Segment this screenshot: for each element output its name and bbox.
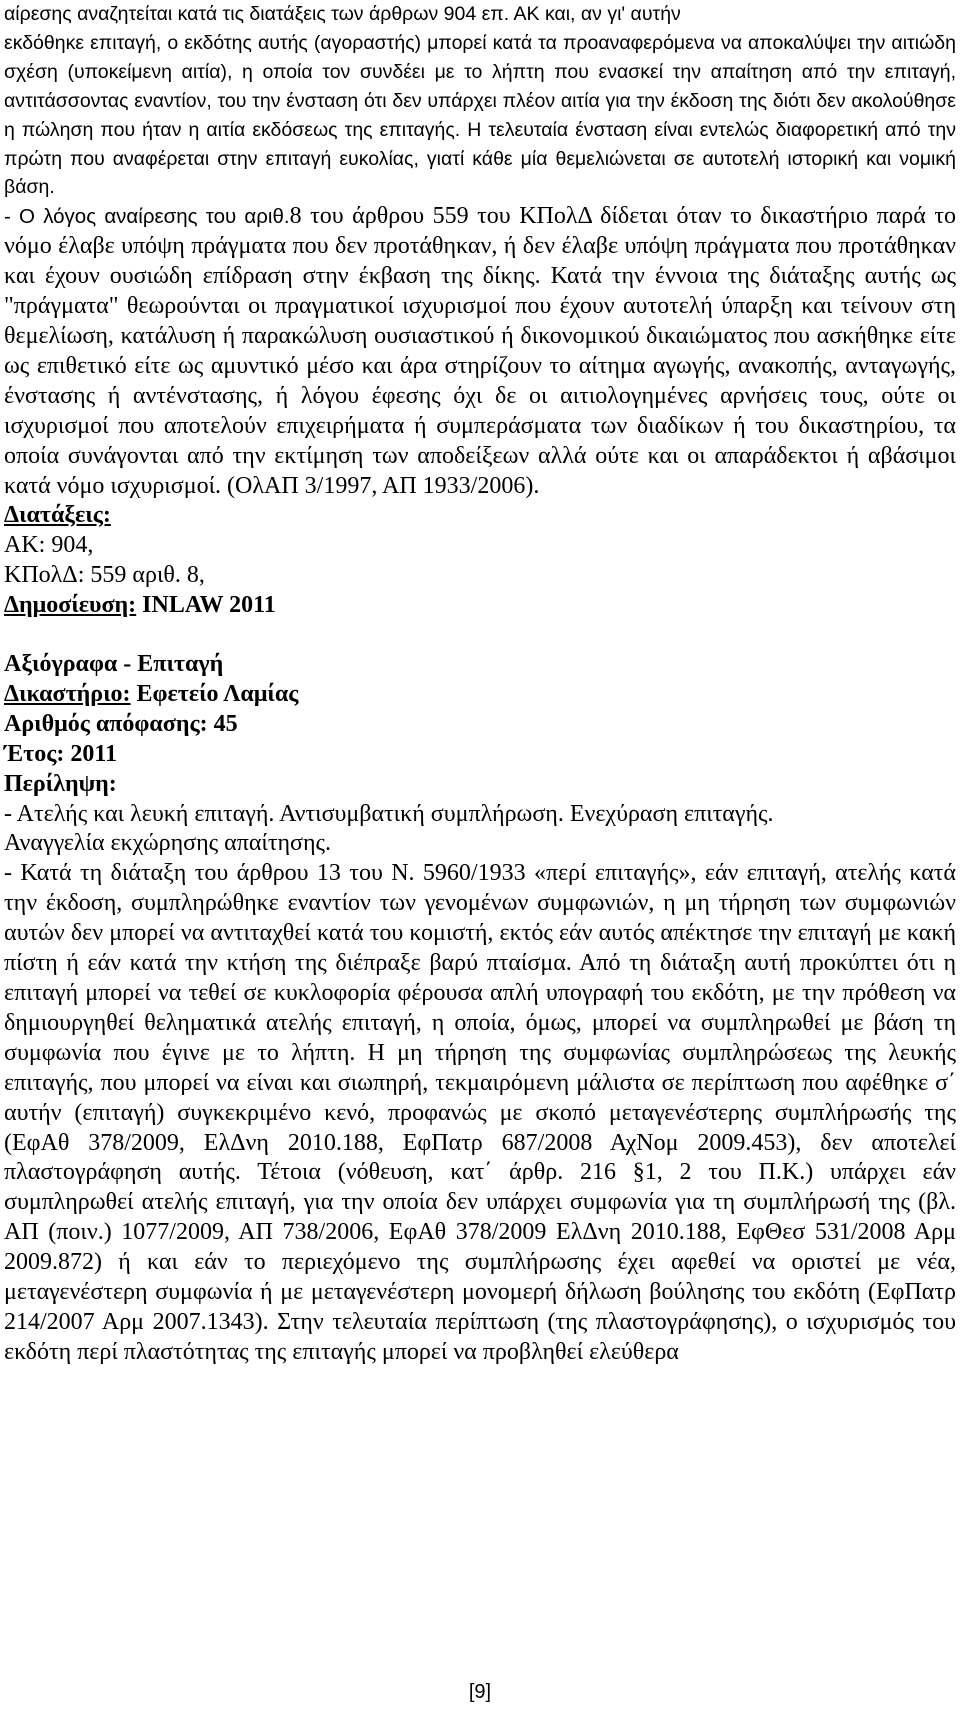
- publication-line: [4, 591, 956, 621]
- decision-label: Αριθμός απόφασης:: [4, 710, 208, 737]
- summary-heading: Περίληψη:: [4, 770, 117, 797]
- spacer: [4, 621, 956, 650]
- provisions-heading: Διατάξεις:: [4, 502, 111, 529]
- page-number: [9]: [468, 1681, 492, 1703]
- decision-value: 45: [213, 710, 238, 737]
- paragraph-lead: - Ο λόγος αναίρεσης του αριθ.: [4, 205, 290, 229]
- summary-line: Αναγγελία εκχώρησης απαίτησης.: [4, 830, 332, 857]
- publication-label: Δημοσίευση:: [4, 592, 137, 619]
- year-line: [4, 740, 956, 770]
- case-title: Αξιόγραφα - Επιταγή: [4, 651, 224, 678]
- paragraph-line: αίρεσης αναζητείται κατά τις διατάξεις των άρθρων 904 επ. ΑΚ και, αν γι' αυτήν: [4, 3, 681, 25]
- paragraph-body: 8 του άρθρου 559 του ΚΠολΔ δίδεται όταν το δικαστήριο παρά το νόμο έλαβε υπόψη πράγματα που δεν προτάθηκαν, ή δεν έλαβε υπόψη πράγματα που προτάθηκαν και έχουν ουσιώδη επίδραση στην έκβαση της δίκης. Κατά την έννοια της διάταξης αυτής ως "πράγματα" θεωρούνται οι πραγματικοί ισχυρισμοί που έχουν αυτοτελή ύπαρξη και τείνουν στη θεμελίωση, κατάλυση ή παρακώλυση ουσιαστικού ή δικονομικού δικαιώματος που ασκήθηκε είτε ως επιθετικό είτε ως αμυντικό μέσο και άρα στηρίζουν το αίτημα αγωγής, ανακοπής, ανταγωγής, ένστασης ή αντένστασης, ή λόγου έφεσης όχι δε οι αιτιολογημένες αρνήσεις τους, ούτε οι ισχυρισμοί που αποτελούν επιχειρήματα ή συμπεράσματα των διαδίκων ή του δικαστηρίου, τα οποία συνάγονται από την εκτίμηση των αποδείξεων αλλά ούτε και οι απαράδεκτοι ή αβάσιμοι κατά νόμο ισχυρισμοί. (ΟλΑΠ 3/1997, ΑΠ 1933/2006).: [4, 203, 956, 499]
- court-value: Εφετείο Λαμίας: [136, 680, 299, 707]
- paragraph: - Κατά τη διάταξη του άρθρου 13 του Ν. 5960/1933 «περί επιταγής», εάν επιταγή, ατελής κατά την έκδοση, συμπληρώθηκε εναντίον των γενομένων συμφωνιών, η μη τήρηση των συμφωνιών αυτών δεν μπορεί να αντιταχθεί κατά του κομιστή, εκτός εάν αυτός απέκτησε την επιταγή με κακή πίστη ή εάν κατά την κτήση της διέπραξε βαρύ πταίσμα. Από τη διάταξη αυτή προκύπτει ότι η επιταγή μπορεί να τεθεί σε κυκλοφορία φέρουσα απλή υπογραφή του εκδότη, με την πρόθεση να δημιουργηθεί θεληματικά ατελής επιταγή, η οποία, όμως, μπορεί να συμπληρωθεί με βάση τη συμφωνία που έγινε με το λήπτη. Η μη τήρηση της συμφωνίας συμπληρώσεως της λευκής επιταγής, που μπορεί να είναι και σιωπηρή, τεκμαιρόμενη μάλιστα σε περίπτωση που αφέθηκε σ΄ αυτήν (επιταγή) συγκεκριμένο κενό, προφανώς με σκοπό μεταγενέστερης συμπλήρωσής της (ΕφΑθ 378/2009, ΕλΔνη 2010.188, ΕφΠατρ 687/2008 ΑχΝομ 2009.453), δεν αποτελεί πλαστογράφηση αυτής. Τέτοια (νόθευση, κατ΄ άρθρ. 216 §1, 2 του Π.Κ.) υπάρχει εάν συμπληρωθεί ατελής επιταγή, για την οποία δεν υπάρχει συμφωνία για τη συμπλήρωσή της (βλ. ΑΠ (ποιν.) 1077/2009, ΑΠ 738/2006, ΕφΑθ 378/2009 ΕλΔνη 2010.188, ΕφΘεσ 531/2008 Αρμ 2009.872) ή και εάν το περιεχόμενο της συμπλήρωσης έχει αφεθεί να οριστεί με νέα, μεταγενέστερη συμφωνία ή με μεταγενέστερη μονομερή δήλωση βούλησης του εκδότη (ΕφΠατρ 214/2007 Αρμ 2007.1343). Στην τελευταία περίπτωση (της πλαστογράφησης), ο ισχυρισμός του εκδότη περί πλαστότητας της επιταγής μπορεί να προβληθεί ελεύθερα: [4, 860, 956, 1365]
- court-line: [4, 680, 956, 710]
- decision-line: [4, 710, 956, 740]
- provision-item: ΑΚ: 904,: [4, 532, 94, 559]
- paragraph: [4, 202, 956, 501]
- year-value: 2011: [70, 740, 118, 767]
- publication-value: INLAW 2011: [142, 592, 276, 619]
- provision-item: ΚΠολΔ: 559 αριθ. 8,: [4, 562, 205, 589]
- paragraph: εκδόθηκε επιταγή, ο εκδότης αυτής (αγοραστής) μπορεί κατά τα προαναφερόμενα να αποκαλύψει την αιτιώδη σχέση (υποκείμενη αιτία), η οποία τον συνδέει με το λήπτη που ενασκεί την απαίτηση από την επιταγή, αντιτάσσοντας εναντίον, του την ένσταση ότι δεν υπάρχει πλέον αιτία για την έκδοση της διότι δεν ακολούθησε η πώληση που ήταν η αιτία εκδόσεως της επιταγής. Η τελευταία ένσταση είναι εντελώς διαφορετική από την πρώτη που αναφέρεται στην επιταγή ευκολίας, γιατί κάθε μία θεμελιώνεται σε αυτοτελή ιστορική και νομική βάση.: [4, 31, 956, 199]
- document-page: [4, 0, 956, 1368]
- summary-line: - Ατελής και λευκή επιταγή. Αντισυμβατική συμπλήρωση. Ενεχύραση επιταγής.: [4, 800, 774, 827]
- court-label: Δικαστήριο:: [4, 680, 131, 707]
- year-label: Έτος:: [4, 740, 65, 767]
